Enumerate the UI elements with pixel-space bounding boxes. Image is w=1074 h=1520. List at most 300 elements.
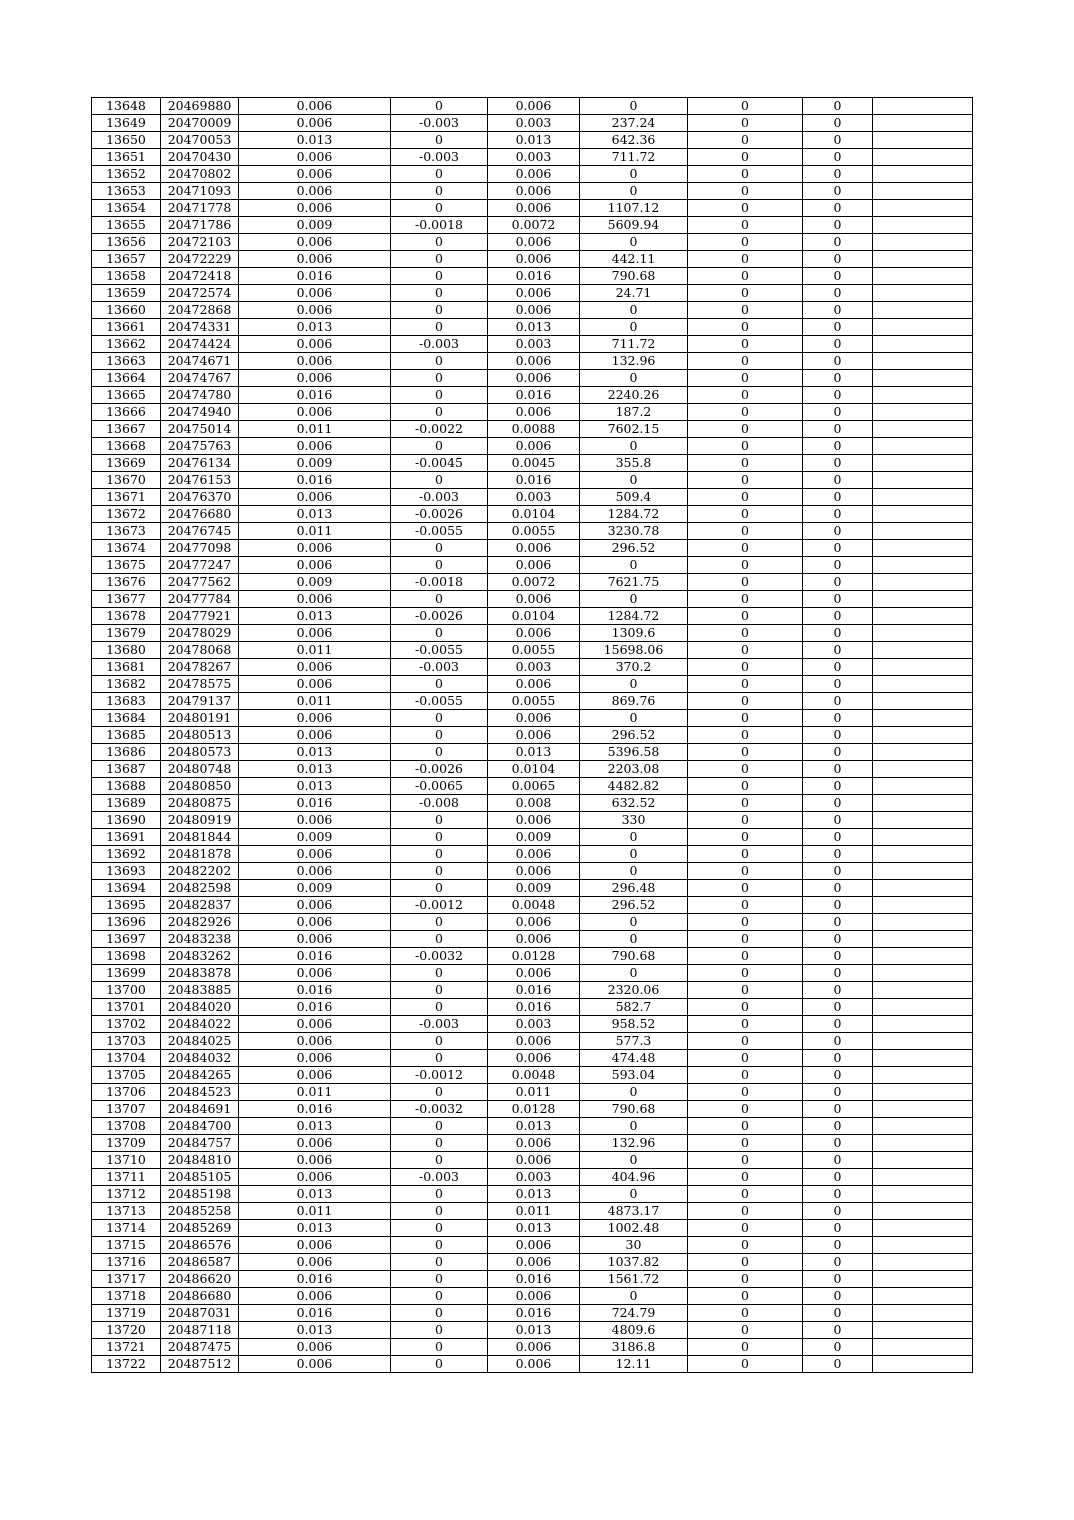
blank-cell [873,999,973,1016]
amount-cell: 370.2 [580,659,688,676]
net-rate-cell: 0.006 [488,438,580,455]
value-b-cell: 0 [803,557,873,574]
blank-cell [873,540,973,557]
blank-cell [873,1050,973,1067]
account-id-cell: 20472229 [161,251,239,268]
rate-cell: 0.016 [239,387,391,404]
row-number-cell: 13696 [92,914,161,931]
adjustment-cell: -0.0032 [391,1101,488,1118]
value-b-cell: 0 [803,999,873,1016]
account-id-cell: 20474424 [161,336,239,353]
blank-cell [873,1101,973,1118]
amount-cell: 0 [580,710,688,727]
account-id-cell: 20474767 [161,370,239,387]
net-rate-cell: 0.013 [488,1186,580,1203]
value-a-cell: 0 [688,1135,803,1152]
blank-cell [873,1322,973,1339]
amount-cell: 0 [580,914,688,931]
net-rate-cell: 0.006 [488,540,580,557]
adjustment-cell: 0 [391,1135,488,1152]
table-row [92,880,973,897]
amount-cell: 0 [580,234,688,251]
amount-cell: 3230.78 [580,523,688,540]
value-a-cell: 0 [688,98,803,115]
net-rate-cell: 0.016 [488,999,580,1016]
adjustment-cell: 0 [391,931,488,948]
rate-cell: 0.016 [239,999,391,1016]
blank-cell [873,744,973,761]
account-id-cell: 20482202 [161,863,239,880]
table-row [92,166,973,183]
rate-cell: 0.006 [239,1288,391,1305]
value-b-cell: 0 [803,948,873,965]
account-id-cell: 20475763 [161,438,239,455]
table-row [92,1271,973,1288]
amount-cell: 1561.72 [580,1271,688,1288]
value-a-cell: 0 [688,217,803,234]
amount-cell: 632.52 [580,795,688,812]
blank-cell [873,438,973,455]
value-b-cell: 0 [803,455,873,472]
adjustment-cell: -0.0026 [391,761,488,778]
blank-cell [873,115,973,132]
amount-cell: 0 [580,1084,688,1101]
value-a-cell: 0 [688,574,803,591]
net-rate-cell: 0.006 [488,727,580,744]
table-row [92,778,973,795]
adjustment-cell: -0.003 [391,149,488,166]
account-id-cell: 20487031 [161,1305,239,1322]
account-id-cell: 20487512 [161,1356,239,1373]
net-rate-cell: 0.006 [488,302,580,319]
amount-cell: 790.68 [580,948,688,965]
rate-cell: 0.006 [239,183,391,200]
row-number-cell: 13711 [92,1169,161,1186]
table-row [92,455,973,472]
net-rate-cell: 0.006 [488,1050,580,1067]
amount-cell: 474.48 [580,1050,688,1067]
amount-cell: 0 [580,1118,688,1135]
value-a-cell: 0 [688,1186,803,1203]
value-b-cell: 0 [803,1169,873,1186]
row-number-cell: 13682 [92,676,161,693]
table-row [92,608,973,625]
value-a-cell: 0 [688,404,803,421]
blank-cell [873,370,973,387]
table-row [92,948,973,965]
value-b-cell: 0 [803,166,873,183]
net-rate-cell: 0.0104 [488,608,580,625]
value-a-cell: 0 [688,183,803,200]
amount-cell: 0 [580,370,688,387]
account-id-cell: 20487475 [161,1339,239,1356]
blank-cell [873,489,973,506]
amount-cell: 869.76 [580,693,688,710]
adjustment-cell: 0 [391,557,488,574]
account-id-cell: 20471786 [161,217,239,234]
blank-cell [873,149,973,166]
value-b-cell: 0 [803,1050,873,1067]
account-id-cell: 20476745 [161,523,239,540]
blank-cell [873,132,973,149]
value-b-cell: 0 [803,472,873,489]
account-id-cell: 20477784 [161,591,239,608]
value-a-cell: 0 [688,812,803,829]
net-rate-cell: 0.0048 [488,1067,580,1084]
adjustment-cell: 0 [391,999,488,1016]
account-id-cell: 20470053 [161,132,239,149]
account-id-cell: 20478575 [161,676,239,693]
amount-cell: 4873.17 [580,1203,688,1220]
amount-cell: 0 [580,302,688,319]
value-a-cell: 0 [688,1016,803,1033]
value-a-cell: 0 [688,829,803,846]
value-b-cell: 0 [803,965,873,982]
value-a-cell: 0 [688,1152,803,1169]
table-row [92,1101,973,1118]
blank-cell [873,608,973,625]
row-number-cell: 13694 [92,880,161,897]
value-b-cell: 0 [803,353,873,370]
net-rate-cell: 0.0055 [488,642,580,659]
row-number-cell: 13708 [92,1118,161,1135]
account-id-cell: 20472574 [161,285,239,302]
value-a-cell: 0 [688,880,803,897]
value-b-cell: 0 [803,1067,873,1084]
rate-cell: 0.006 [239,965,391,982]
row-number-cell: 13700 [92,982,161,999]
net-rate-cell: 0.006 [488,846,580,863]
adjustment-cell: 0 [391,1203,488,1220]
table-row [92,404,973,421]
account-id-cell: 20485198 [161,1186,239,1203]
net-rate-cell: 0.006 [488,1356,580,1373]
value-b-cell: 0 [803,1186,873,1203]
adjustment-cell: 0 [391,1050,488,1067]
adjustment-cell: -0.0018 [391,217,488,234]
row-number-cell: 13664 [92,370,161,387]
net-rate-cell: 0.009 [488,829,580,846]
amount-cell: 0 [580,557,688,574]
value-b-cell: 0 [803,132,873,149]
row-number-cell: 13685 [92,727,161,744]
row-number-cell: 13679 [92,625,161,642]
account-id-cell: 20484020 [161,999,239,1016]
rate-cell: 0.006 [239,1254,391,1271]
adjustment-cell: -0.008 [391,795,488,812]
adjustment-cell: -0.0026 [391,506,488,523]
rate-cell: 0.006 [239,1050,391,1067]
account-id-cell: 20478029 [161,625,239,642]
row-number-cell: 13720 [92,1322,161,1339]
rate-cell: 0.006 [239,1033,391,1050]
adjustment-cell: -0.003 [391,659,488,676]
row-number-cell: 13653 [92,183,161,200]
account-id-cell: 20487118 [161,1322,239,1339]
table-row [92,1033,973,1050]
rate-cell: 0.006 [239,812,391,829]
amount-cell: 593.04 [580,1067,688,1084]
value-a-cell: 0 [688,1203,803,1220]
table-row [92,1016,973,1033]
table-row [92,183,973,200]
value-b-cell: 0 [803,778,873,795]
value-a-cell: 0 [688,965,803,982]
net-rate-cell: 0.0048 [488,897,580,914]
row-number-cell: 13692 [92,846,161,863]
net-rate-cell: 0.003 [488,115,580,132]
value-b-cell: 0 [803,982,873,999]
net-rate-cell: 0.003 [488,149,580,166]
value-a-cell: 0 [688,353,803,370]
amount-cell: 790.68 [580,268,688,285]
row-number-cell: 13718 [92,1288,161,1305]
rate-cell: 0.011 [239,1084,391,1101]
net-rate-cell: 0.003 [488,336,580,353]
value-b-cell: 0 [803,914,873,931]
rate-cell: 0.016 [239,948,391,965]
table-row [92,302,973,319]
account-id-cell: 20474780 [161,387,239,404]
table-row [92,540,973,557]
blank-cell [873,1305,973,1322]
rate-cell: 0.013 [239,319,391,336]
value-a-cell: 0 [688,897,803,914]
row-number-cell: 13721 [92,1339,161,1356]
blank-cell [873,387,973,404]
adjustment-cell: 0 [391,1084,488,1101]
value-b-cell: 0 [803,863,873,880]
table-row [92,1067,973,1084]
blank-cell [873,1135,973,1152]
value-b-cell: 0 [803,846,873,863]
value-a-cell: 0 [688,608,803,625]
table-row [92,914,973,931]
rate-cell: 0.016 [239,1271,391,1288]
value-a-cell: 0 [688,693,803,710]
adjustment-cell: -0.003 [391,1016,488,1033]
rate-cell: 0.006 [239,1169,391,1186]
adjustment-cell: 0 [391,251,488,268]
adjustment-cell: -0.003 [391,489,488,506]
value-b-cell: 0 [803,1237,873,1254]
row-number-cell: 13660 [92,302,161,319]
adjustment-cell: 0 [391,829,488,846]
net-rate-cell: 0.006 [488,625,580,642]
adjustment-cell: 0 [391,268,488,285]
value-b-cell: 0 [803,268,873,285]
account-id-cell: 20477247 [161,557,239,574]
value-b-cell: 0 [803,183,873,200]
account-id-cell: 20480191 [161,710,239,727]
amount-cell: 296.52 [580,727,688,744]
rate-cell: 0.006 [239,438,391,455]
value-b-cell: 0 [803,676,873,693]
rate-cell: 0.011 [239,421,391,438]
account-id-cell: 20483878 [161,965,239,982]
amount-cell: 1037.82 [580,1254,688,1271]
row-number-cell: 13661 [92,319,161,336]
rate-cell: 0.006 [239,710,391,727]
blank-cell [873,557,973,574]
account-id-cell: 20472418 [161,268,239,285]
table-row [92,1356,973,1373]
table-row [92,1237,973,1254]
table-row [92,727,973,744]
net-rate-cell: 0.006 [488,353,580,370]
row-number-cell: 13704 [92,1050,161,1067]
row-number-cell: 13676 [92,574,161,591]
blank-cell [873,1339,973,1356]
amount-cell: 355.8 [580,455,688,472]
value-b-cell: 0 [803,285,873,302]
value-a-cell: 0 [688,1356,803,1373]
rate-cell: 0.006 [239,98,391,115]
value-a-cell: 0 [688,234,803,251]
table-row [92,268,973,285]
adjustment-cell: 0 [391,438,488,455]
blank-cell [873,455,973,472]
blank-cell [873,761,973,778]
table-row [92,438,973,455]
rate-cell: 0.016 [239,268,391,285]
value-b-cell: 0 [803,1016,873,1033]
account-id-cell: 20484810 [161,1152,239,1169]
value-a-cell: 0 [688,761,803,778]
table-row [92,1203,973,1220]
table-row [92,370,973,387]
amount-cell: 296.52 [580,897,688,914]
account-id-cell: 20480850 [161,778,239,795]
row-number-cell: 13663 [92,353,161,370]
account-id-cell: 20476134 [161,455,239,472]
net-rate-cell: 0.013 [488,1118,580,1135]
value-a-cell: 0 [688,676,803,693]
value-a-cell: 0 [688,710,803,727]
net-rate-cell: 0.006 [488,1135,580,1152]
adjustment-cell: 0 [391,1356,488,1373]
table-row [92,659,973,676]
net-rate-cell: 0.013 [488,744,580,761]
rate-cell: 0.006 [239,1135,391,1152]
value-a-cell: 0 [688,302,803,319]
blank-cell [873,1067,973,1084]
net-rate-cell: 0.0104 [488,761,580,778]
row-number-cell: 13652 [92,166,161,183]
value-b-cell: 0 [803,659,873,676]
blank-cell [873,506,973,523]
adjustment-cell: 0 [391,387,488,404]
account-id-cell: 20470430 [161,149,239,166]
amount-cell: 0 [580,676,688,693]
net-rate-cell: 0.006 [488,863,580,880]
net-rate-cell: 0.011 [488,1203,580,1220]
net-rate-cell: 0.009 [488,880,580,897]
blank-cell [873,251,973,268]
table-row [92,591,973,608]
net-rate-cell: 0.0065 [488,778,580,795]
amount-cell: 1284.72 [580,608,688,625]
value-b-cell: 0 [803,1305,873,1322]
rate-cell: 0.009 [239,217,391,234]
value-a-cell: 0 [688,914,803,931]
value-b-cell: 0 [803,1135,873,1152]
adjustment-cell: 0 [391,727,488,744]
blank-cell [873,353,973,370]
net-rate-cell: 0.006 [488,370,580,387]
amount-cell: 237.24 [580,115,688,132]
net-rate-cell: 0.006 [488,1339,580,1356]
amount-cell: 7621.75 [580,574,688,591]
value-a-cell: 0 [688,1033,803,1050]
blank-cell [873,200,973,217]
table-row [92,557,973,574]
value-b-cell: 0 [803,591,873,608]
net-rate-cell: 0.006 [488,812,580,829]
rate-cell: 0.011 [239,693,391,710]
adjustment-cell: 0 [391,1186,488,1203]
net-rate-cell: 0.006 [488,1254,580,1271]
table-row [92,200,973,217]
rate-cell: 0.006 [239,1356,391,1373]
value-b-cell: 0 [803,897,873,914]
value-b-cell: 0 [803,693,873,710]
account-id-cell: 20476153 [161,472,239,489]
net-rate-cell: 0.016 [488,268,580,285]
rate-cell: 0.009 [239,574,391,591]
account-id-cell: 20481878 [161,846,239,863]
rate-cell: 0.006 [239,115,391,132]
net-rate-cell: 0.003 [488,489,580,506]
blank-cell [873,880,973,897]
value-a-cell: 0 [688,1101,803,1118]
amount-cell: 7602.15 [580,421,688,438]
adjustment-cell: 0 [391,132,488,149]
row-number-cell: 13689 [92,795,161,812]
net-rate-cell: 0.016 [488,472,580,489]
rate-cell: 0.006 [239,285,391,302]
net-rate-cell: 0.006 [488,251,580,268]
table-row [92,387,973,404]
value-b-cell: 0 [803,336,873,353]
blank-cell [873,421,973,438]
amount-cell: 790.68 [580,1101,688,1118]
value-a-cell: 0 [688,132,803,149]
table-row [92,676,973,693]
value-a-cell: 0 [688,1339,803,1356]
value-b-cell: 0 [803,1220,873,1237]
value-a-cell: 0 [688,251,803,268]
net-rate-cell: 0.0055 [488,523,580,540]
account-id-cell: 20484757 [161,1135,239,1152]
row-number-cell: 13667 [92,421,161,438]
net-rate-cell: 0.003 [488,659,580,676]
value-b-cell: 0 [803,1152,873,1169]
table-row [92,285,973,302]
value-a-cell: 0 [688,1220,803,1237]
value-b-cell: 0 [803,829,873,846]
value-b-cell: 0 [803,149,873,166]
blank-cell [873,183,973,200]
amount-cell: 0 [580,183,688,200]
net-rate-cell: 0.0055 [488,693,580,710]
table-row [92,642,973,659]
value-b-cell: 0 [803,302,873,319]
blank-cell [873,1220,973,1237]
table-row [92,489,973,506]
adjustment-cell: -0.003 [391,336,488,353]
amount-cell: 2203.08 [580,761,688,778]
